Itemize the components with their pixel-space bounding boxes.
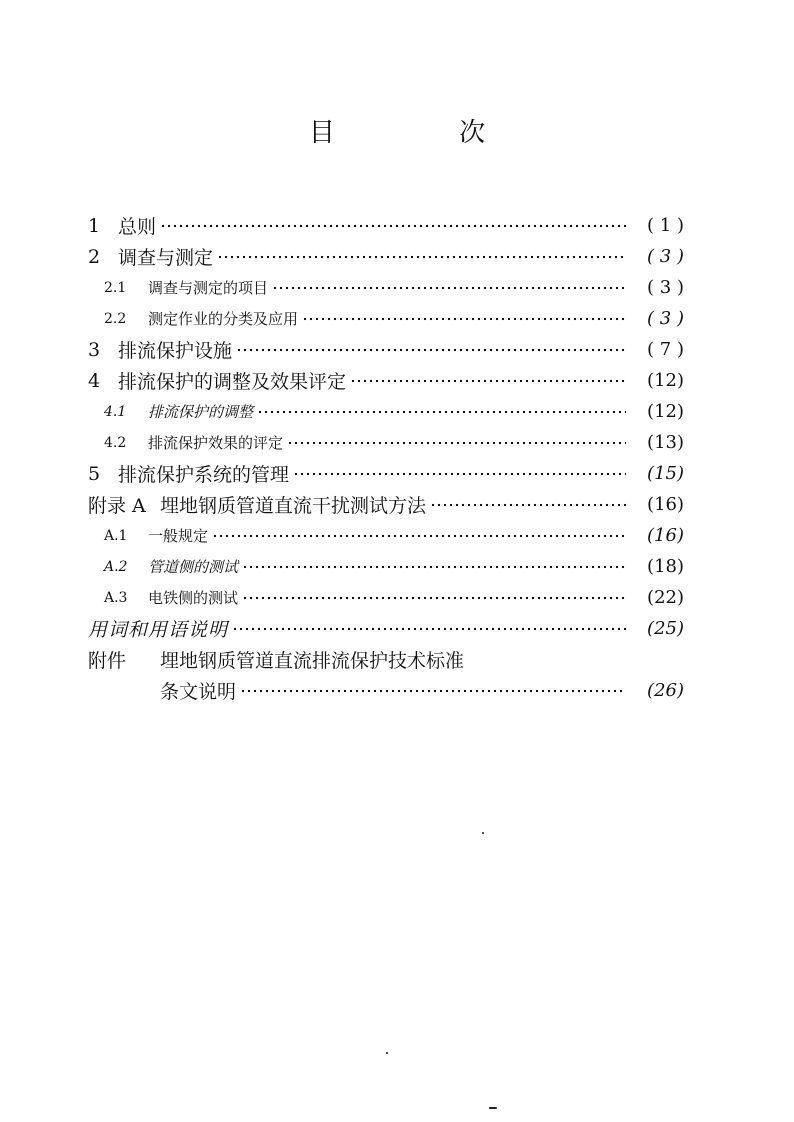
dot-leader (212, 534, 626, 538)
toc-entry-page: ( 3 ) (647, 277, 684, 298)
toc-entry[interactable] (88, 613, 684, 644)
dot-leader (272, 286, 626, 290)
toc-entry-page: ( 3 ) (647, 308, 684, 329)
toc-entry-label: 排流保护系统的管理 (118, 464, 290, 486)
toc-entry[interactable] (88, 675, 684, 706)
toc-entry-label: 调查与测定 (118, 247, 214, 269)
toc-entry-page: ( 1 ) (647, 215, 684, 236)
toc-entry-number: 4.2 (104, 434, 127, 451)
toc-entry-label: 管道侧的测试 (148, 558, 239, 576)
toc-entry[interactable] (88, 334, 684, 365)
toc-entry[interactable] (88, 427, 684, 458)
toc-entry-label: 一般规定 (148, 527, 209, 545)
toc-entry-label: 总则 (118, 216, 157, 238)
toc-entry-number: 附件 (88, 650, 127, 672)
dot-leader (236, 348, 626, 352)
toc-entry-label: 调查与测定的项目 (148, 279, 269, 297)
dot-leader (287, 441, 626, 445)
toc-entry-page: (16) (647, 525, 684, 546)
toc-entry-label: 排流保护设施 (118, 340, 233, 362)
toc-entry-number: 4.1 (104, 403, 127, 420)
toc-entry-page: (26) (647, 680, 684, 701)
toc-entry-page: (18) (647, 556, 684, 577)
toc-entry-label: 排流保护的调整及效果评定 (118, 371, 347, 393)
toc-entry[interactable] (88, 458, 684, 489)
toc-entry-label: 埋地钢质管道直流排流保护技术标准 (160, 650, 465, 672)
toc-entry-label: 埋地钢质管道直流干扰测试方法 (160, 495, 427, 517)
toc-entry[interactable] (88, 551, 684, 582)
toc-entry-page: (25) (647, 618, 684, 639)
dot-leader (160, 224, 626, 228)
toc-entry-number: 5 (88, 462, 101, 485)
toc-entry-page: (15) (647, 463, 684, 484)
dot-leader (257, 410, 626, 414)
scan-speck (386, 1052, 388, 1054)
toc-entry-number: 4 (88, 369, 101, 392)
dot-leader (242, 596, 626, 600)
toc-entry[interactable] (88, 365, 684, 396)
toc-entry[interactable] (88, 303, 684, 334)
toc-entry[interactable] (88, 272, 684, 303)
toc-entry-page: (12) (647, 370, 684, 391)
toc-entry[interactable] (88, 396, 684, 427)
toc-entry-label: 条文说明 (160, 681, 237, 703)
toc-entry[interactable] (88, 489, 684, 520)
toc-entry-page: (12) (647, 401, 684, 422)
dot-leader (240, 689, 626, 693)
toc-entry-number: 2.2 (104, 310, 127, 327)
scan-speck (482, 832, 484, 834)
dot-leader (430, 503, 626, 507)
dot-leader (350, 379, 626, 383)
toc-entry-number: 2 (88, 245, 101, 268)
toc-entry-label: 排流保护的调整 (148, 403, 254, 421)
toc-entry-page: (16) (647, 494, 684, 515)
scan-speck (489, 1107, 497, 1109)
toc-entry-label: 排流保护效果的评定 (148, 434, 284, 452)
toc-entry[interactable] (88, 520, 684, 551)
toc-entry-number: A.1 (104, 527, 128, 544)
page-title: 目 次 (308, 118, 544, 148)
dot-leader (232, 627, 626, 631)
toc-entry-label: 用词和用语说明 (88, 619, 229, 641)
toc-entry-label: 电铁侧的测试 (148, 589, 239, 607)
toc-entry-page: ( 7 ) (647, 339, 684, 360)
toc-entry[interactable] (88, 644, 684, 675)
dot-leader (242, 565, 626, 569)
toc-entry-number: A.3 (104, 589, 128, 606)
toc-entry-page: ( 3 ) (647, 246, 684, 267)
toc-entry-page: (13) (647, 432, 684, 453)
toc-entry-number: 附录 A (88, 495, 146, 517)
toc-entry[interactable] (88, 241, 684, 272)
toc-entry-label: 测定作业的分类及应用 (148, 310, 299, 328)
dot-leader (302, 317, 626, 321)
toc-entry-number: 3 (88, 338, 101, 361)
toc-entry-page: (22) (647, 587, 684, 608)
toc-entry-number: 2.1 (104, 279, 127, 296)
toc-entry-number: 1 (88, 214, 101, 237)
dot-leader (217, 255, 626, 259)
toc-entry[interactable] (88, 582, 684, 613)
dot-leader (293, 472, 626, 476)
toc-entry[interactable] (88, 210, 684, 241)
toc-entry-number: A.2 (104, 558, 128, 575)
table-of-contents (88, 210, 684, 706)
